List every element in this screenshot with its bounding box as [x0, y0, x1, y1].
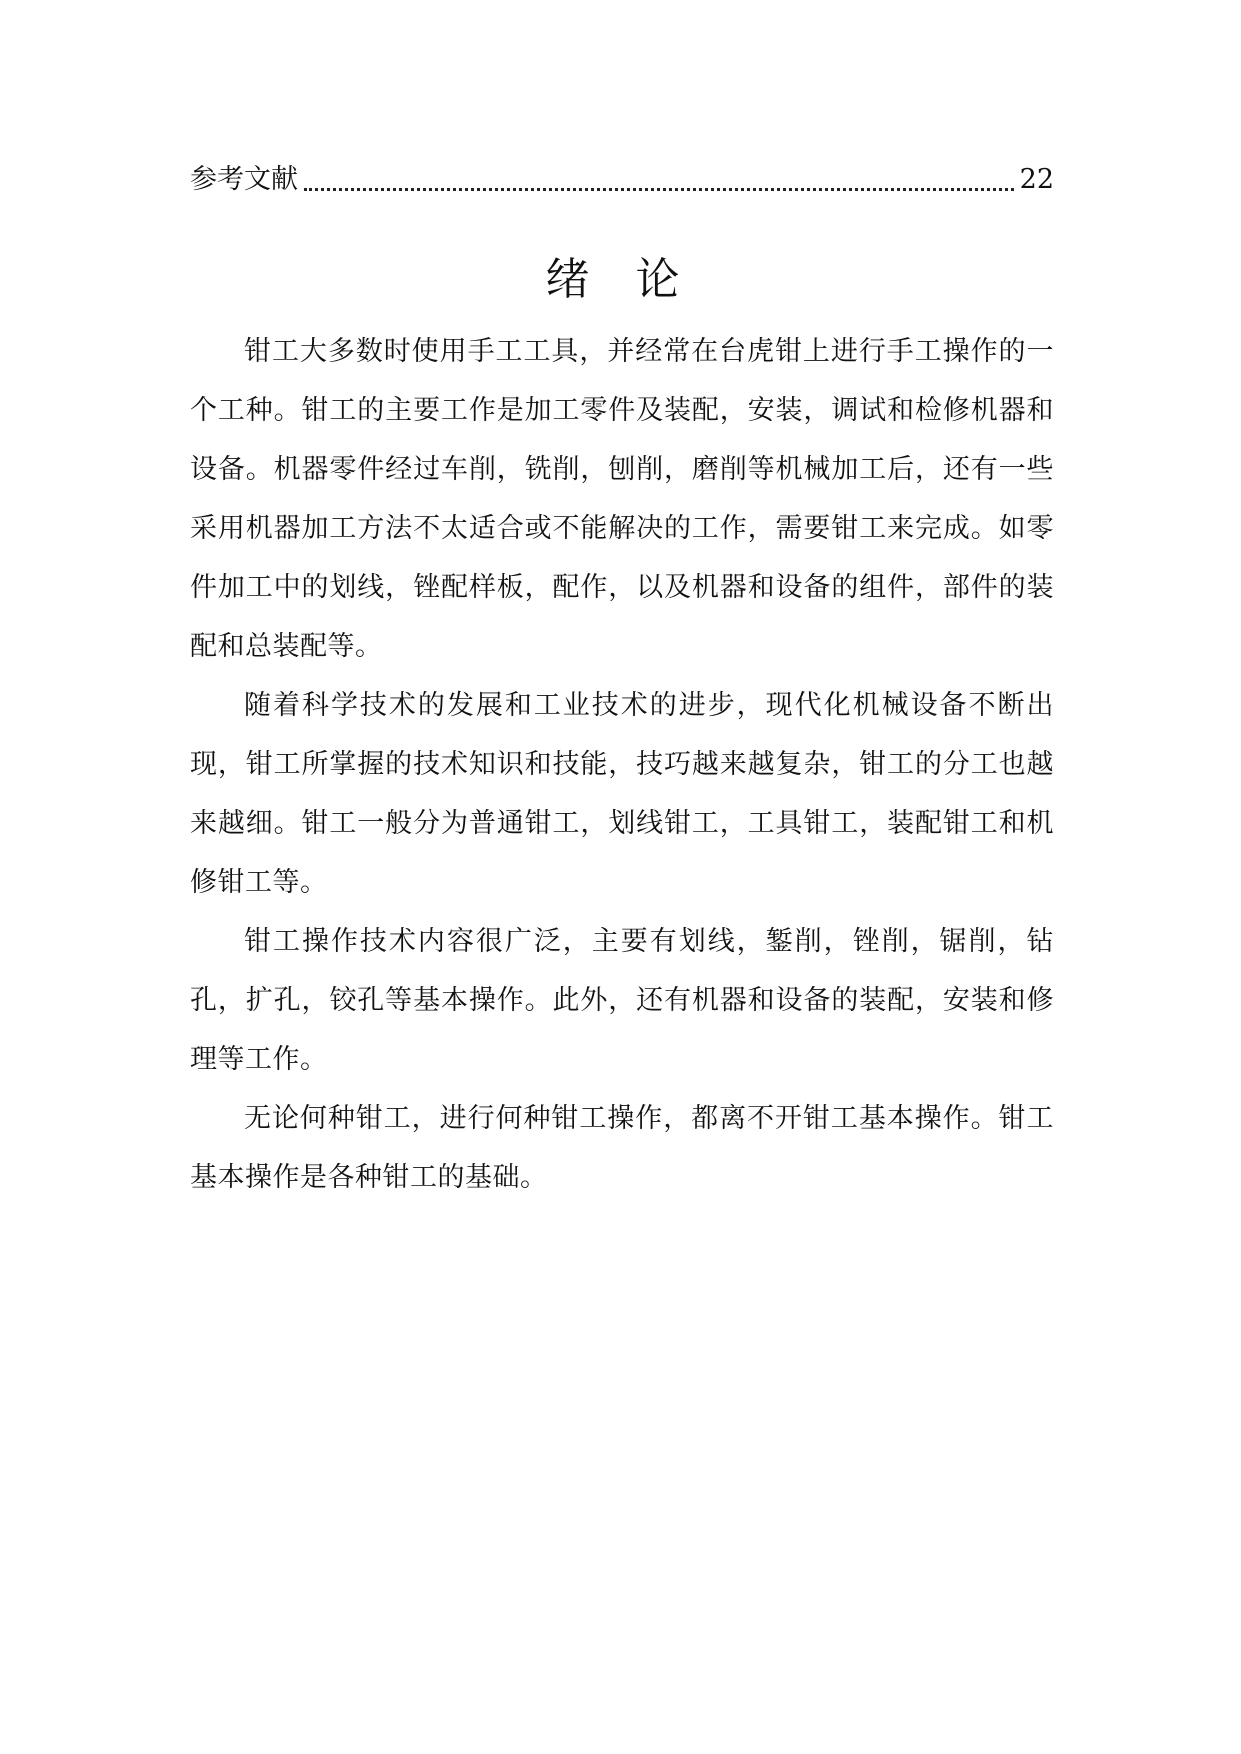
paragraph-1: 钳工大多数时使用手工工具，并经常在台虎钳上进行手工操作的一个工种。钳工的主要工作是加工零件及装配，安装，调试和检修机器和设备。机器零件经过车削，铣削，刨削，磨削等机械加工后，还有一些采用机器加工方法不太适合或不能解决的工作，需要钳工来完成。如零件加工中的划线，锉配样板，配作，以及机器和设备的组件，部件的装配和总装配等。	[190, 336, 1054, 662]
toc-entry-label: 参考文献	[190, 164, 298, 195]
toc-dot-leader	[304, 187, 1014, 191]
paragraph-3: 钳工操作技术内容很广泛，主要有划线，錾削，锉削，锯削，钻孔，扩孔，铰孔等基本操作。此外，还有机器和设备的装配，安装和修理等工作。	[190, 926, 1054, 1075]
section-body	[190, 322, 1054, 1207]
toc-page-number: 22	[1019, 164, 1054, 195]
paragraph-2: 随着科学技术的发展和工业技术的进步，现代化机械设备不断出现，钳工所掌握的技术知识和技能，技巧越来越复杂，钳工的分工也越来越细。钳工一般分为普通钳工，划线钳工，工具钳工，装配钳工和机修钳工等。	[190, 690, 1054, 898]
toc-entry-references[interactable]	[190, 160, 1054, 200]
paragraph-4: 无论何种钳工，进行何种钳工操作，都离不开钳工基本操作。钳工基本操作是各种钳工的基础。	[190, 1103, 1054, 1193]
section-title: 绪 论	[545, 254, 696, 305]
